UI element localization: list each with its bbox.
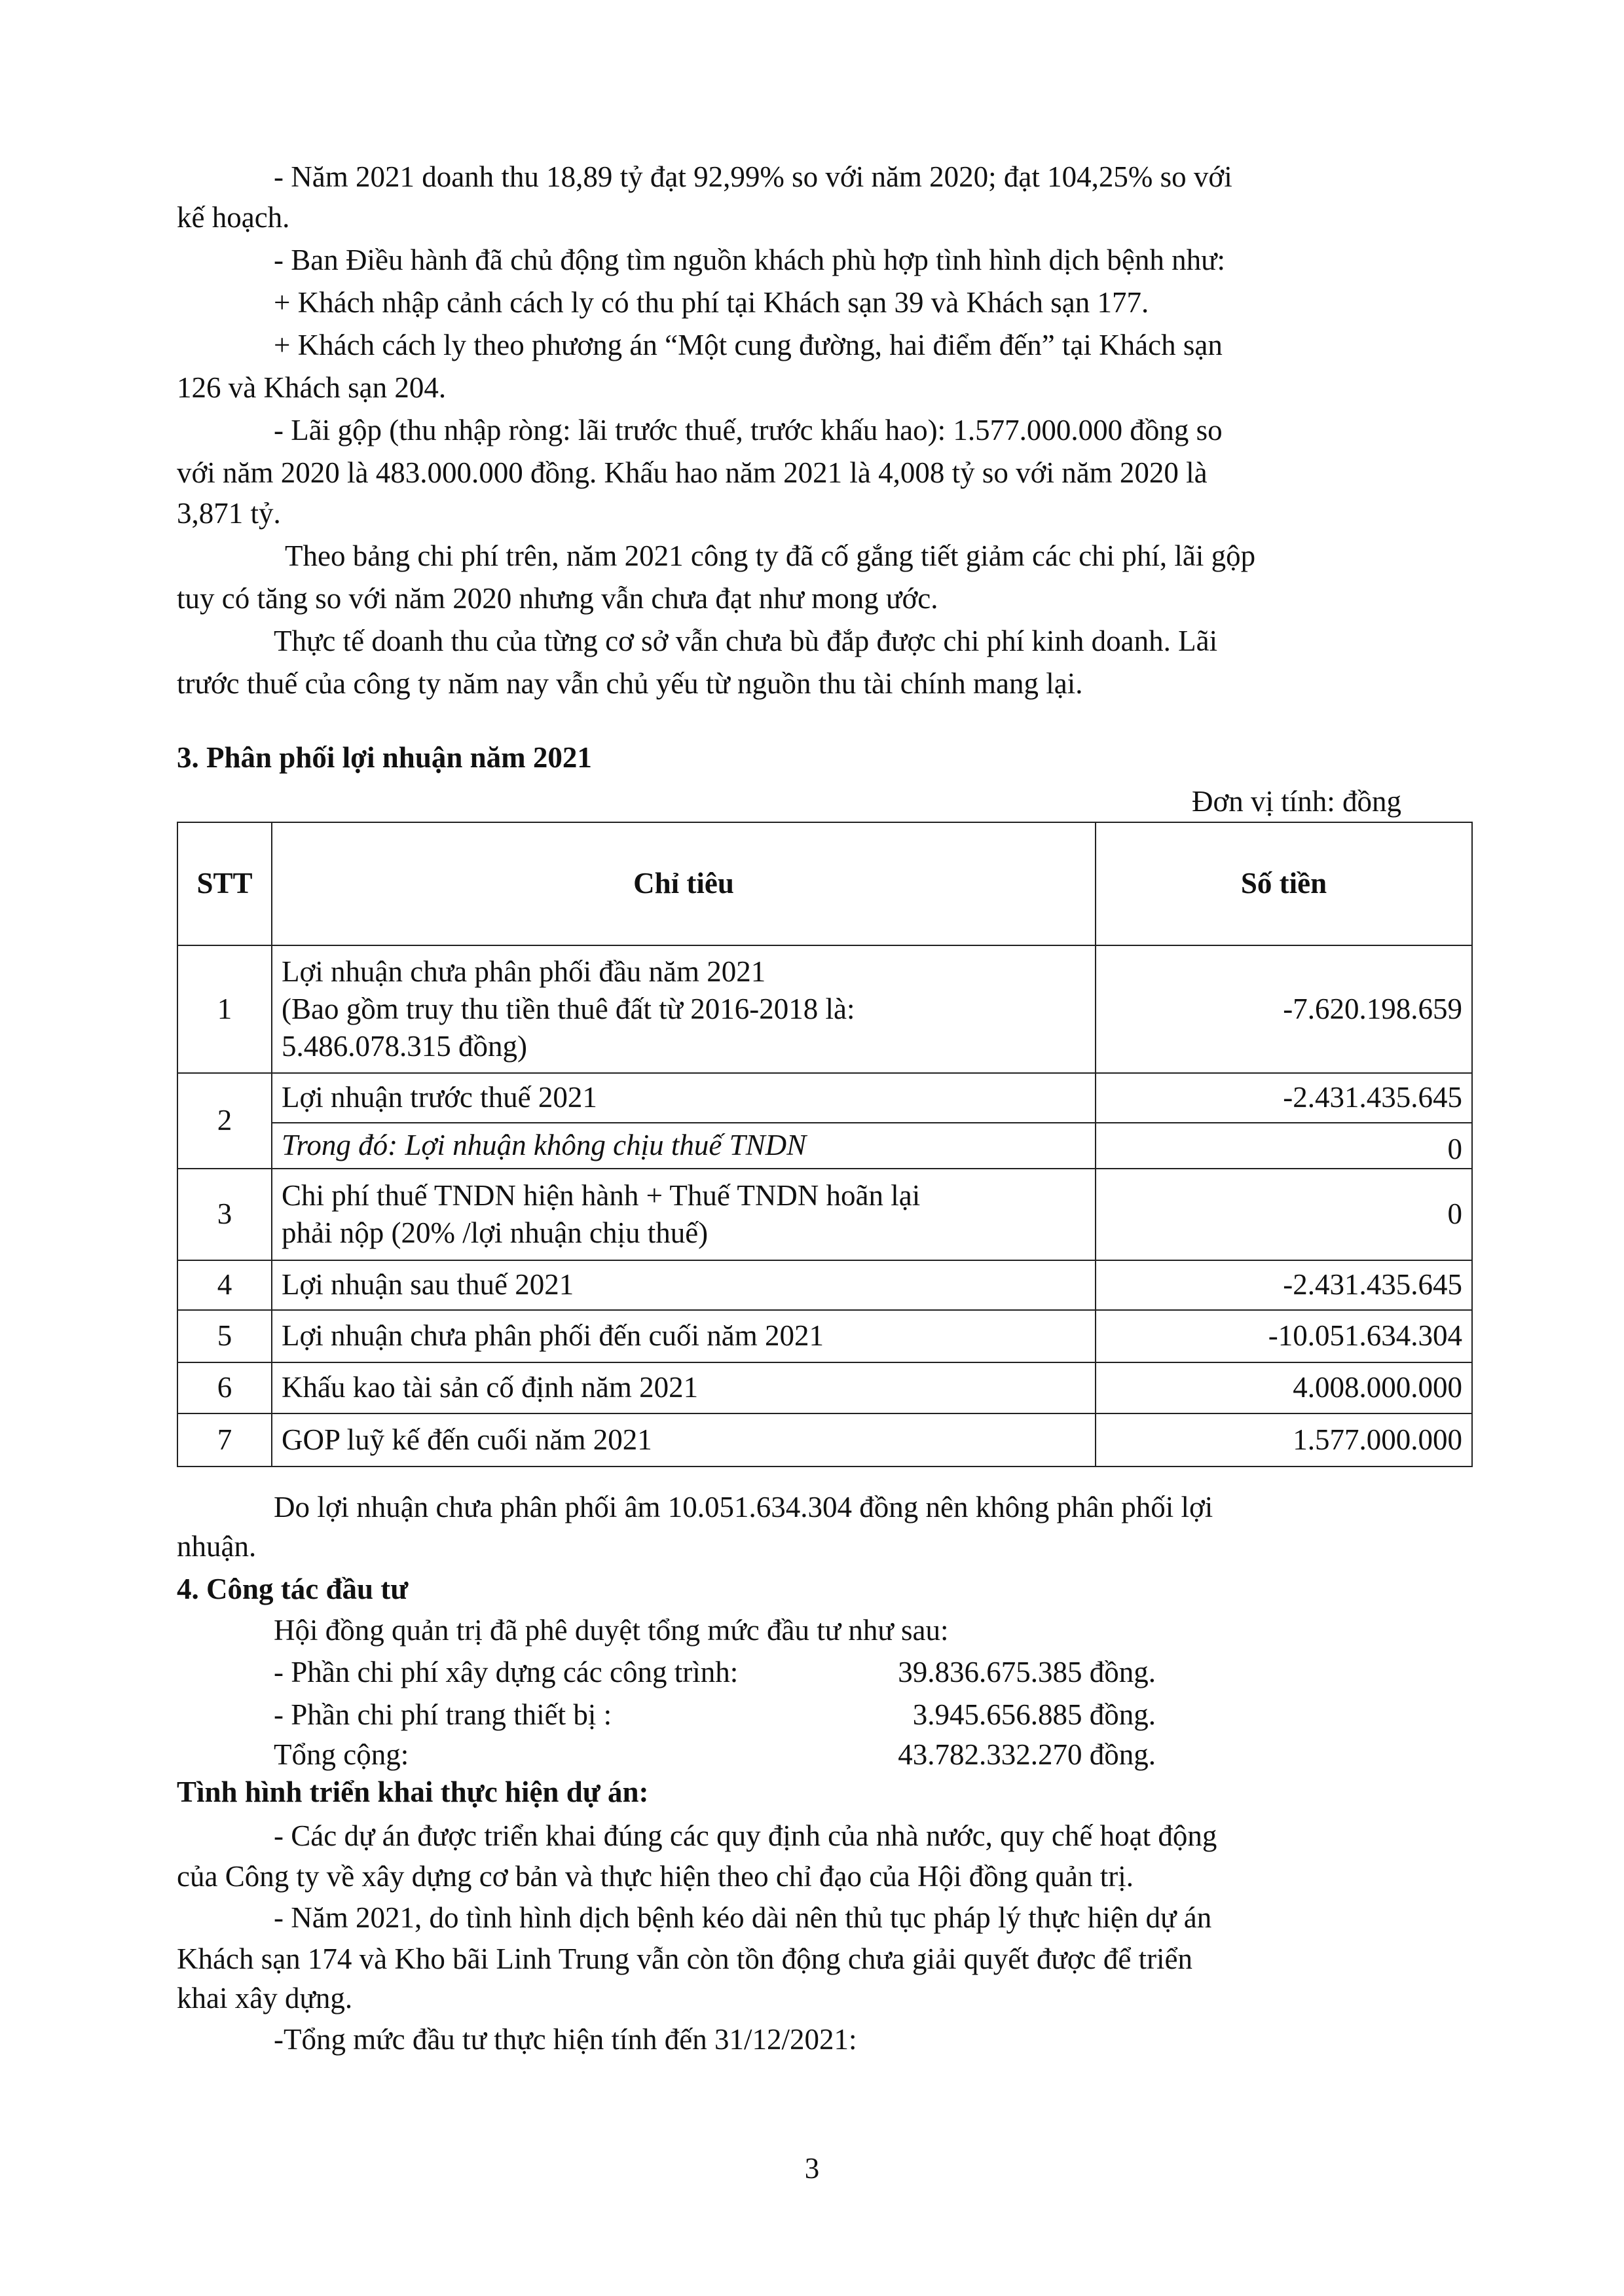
paragraph-line: kế hoạch. [177, 201, 290, 234]
investment-value: 3.945.656.885 đồng. [912, 1698, 1156, 1731]
paragraph-line: Theo bảng chi phí trên, năm 2021 công ty đã cố gắng tiết giảm các chi phí, lãi gộp [285, 539, 1256, 572]
table-row [177, 945, 1472, 1073]
table-row [177, 1310, 1472, 1362]
stt-cell: 2 [177, 1073, 272, 1169]
paragraph-line: - Ban Điều hành đã chủ động tìm nguồn khách phù hợp tình hình dịch bệnh như: [274, 244, 1225, 276]
unit-label: Đơn vị tính: đồng [1192, 785, 1402, 818]
column-header: Chỉ tiêu [272, 822, 1096, 945]
paragraph-line: 3,871 tỷ. [177, 497, 281, 530]
paragraph-line: của Công ty về xây dựng cơ bản và thực hiện theo chỉ đạo của Hội đồng quản trị. [177, 1860, 1134, 1893]
investment-label: - Phần chi phí xây dựng các công trình: [274, 1656, 739, 1688]
table-row [177, 1413, 1472, 1467]
description-line: (Bao gồm truy thu tiền thuê đất từ 2016-2018 là: [282, 992, 855, 1025]
stt-cell: 3 [177, 1169, 272, 1260]
table-row [177, 1073, 1472, 1123]
description-cell: Lợi nhuận sau thuế 2021 [272, 1260, 1096, 1310]
column-header: Số tiền [1096, 822, 1472, 945]
section-heading: 4. Công tác đầu tư [177, 1573, 409, 1605]
paragraph-line: - Các dự án được triển khai đúng các quy định của nhà nước, quy chế hoạt động [274, 1819, 1217, 1852]
description-line: phải nộp (20% /lợi nhuận chịu thuế) [282, 1216, 709, 1249]
paragraph-line: với năm 2020 là 483.000.000 đồng. Khấu hao năm 2021 là 4,008 tỷ so với năm 2020 là [177, 456, 1208, 489]
description-cell: Khấu kao tài sản cố định năm 2021 [272, 1362, 1096, 1413]
stt-cell: 6 [177, 1362, 272, 1413]
table-row [177, 1169, 1472, 1260]
paragraph-line: 126 và Khách sạn 204. [177, 371, 447, 404]
paragraph-line: Khách sạn 174 và Kho bãi Linh Trung vẫn còn tồn động chưa giải quyết được để triển [177, 1942, 1193, 1975]
amount-cell: 1.577.000.000 [1096, 1413, 1472, 1467]
investment-total-label: Tổng cộng: [274, 1738, 409, 1771]
paragraph-line: nhuận. [177, 1530, 257, 1563]
description-cell [272, 1169, 1096, 1260]
investment-label: - Phần chi phí trang thiết bị : [274, 1698, 612, 1731]
table-row [177, 1260, 1472, 1310]
amount-cell: 0 [1096, 1123, 1472, 1169]
table-row [177, 1362, 1472, 1413]
paragraph-line: - Lãi gộp (thu nhập ròng: lãi trước thuế, trước khấu hao): 1.577.000.000 đồng so [274, 414, 1223, 446]
description-line: Lợi nhuận chưa phân phối đầu năm 2021 [282, 955, 766, 988]
paragraph-line: khai xây dựng. [177, 1982, 353, 2014]
amount-cell: -2.431.435.645 [1096, 1260, 1472, 1310]
stt-cell: 1 [177, 945, 272, 1073]
paragraph-line: - Năm 2021 doanh thu 18,89 tỷ đạt 92,99% so với năm 2020; đạt 104,25% so với [274, 160, 1232, 193]
stt-cell: 4 [177, 1260, 272, 1310]
description-cell: Lợi nhuận trước thuế 2021 [272, 1073, 1096, 1123]
description-cell: Lợi nhuận chưa phân phối đến cuối năm 2021 [272, 1310, 1096, 1362]
table-header-row [177, 822, 1472, 945]
amount-cell: 0 [1096, 1169, 1472, 1260]
description-cell [272, 945, 1096, 1073]
amount-cell: -2.431.435.645 [1096, 1073, 1472, 1123]
profit-distribution-table [177, 822, 1473, 1467]
paragraph-line: + Khách cách ly theo phương án “Một cung đường, hai điểm đến” tại Khách sạn [274, 329, 1223, 361]
paragraph-line: + Khách nhập cảnh cách ly có thu phí tại Khách sạn 39 và Khách sạn 177. [274, 286, 1149, 319]
description-cell: GOP luỹ kế đến cuối năm 2021 [272, 1413, 1096, 1467]
stt-cell: 5 [177, 1310, 272, 1362]
paragraph-line: -Tổng mức đầu tư thực hiện tính đến 31/12/2021: [274, 2023, 857, 2056]
investment-value: 39.836.675.385 đồng. [898, 1656, 1156, 1688]
section-heading: 3. Phân phối lợi nhuận năm 2021 [177, 741, 592, 774]
amount-cell: -10.051.634.304 [1096, 1310, 1472, 1362]
paragraph-line: Hội đồng quản trị đã phê duyệt tổng mức đầu tư như sau: [274, 1614, 949, 1647]
paragraph-line: trước thuế của công ty năm nay vẫn chủ yếu từ nguồn thu tài chính mang lại. [177, 667, 1083, 700]
investment-total-value: 43.782.332.270 đồng. [898, 1738, 1156, 1771]
description-line: 5.486.078.315 đồng) [282, 1030, 527, 1063]
paragraph-line: Thực tế doanh thu của từng cơ sở vẫn chưa bù đắp được chi phí kinh doanh. Lãi [274, 625, 1218, 657]
description-cell: Trong đó: Lợi nhuận không chịu thuế TNDN [272, 1123, 1096, 1169]
table-subrow [177, 1123, 1472, 1169]
page-number: 3 [804, 2152, 820, 2185]
amount-cell: -7.620.198.659 [1096, 945, 1472, 1073]
paragraph-line: Do lợi nhuận chưa phân phối âm 10.051.634.304 đồng nên không phân phối lợi [274, 1491, 1213, 1523]
amount-cell: 4.008.000.000 [1096, 1362, 1472, 1413]
column-header: STT [177, 822, 272, 945]
paragraph-line: - Năm 2021, do tình hình dịch bệnh kéo dài nên thủ tục pháp lý thực hiện dự án [274, 1901, 1212, 1934]
paragraph-line: tuy có tăng so với năm 2020 nhưng vẫn chưa đạt như mong ước. [177, 582, 938, 615]
subheading: Tình hình triển khai thực hiện dự án: [177, 1776, 649, 1808]
description-line: Chi phí thuế TNDN hiện hành + Thuế TNDN hoãn lại [282, 1178, 921, 1212]
stt-cell: 7 [177, 1413, 272, 1467]
